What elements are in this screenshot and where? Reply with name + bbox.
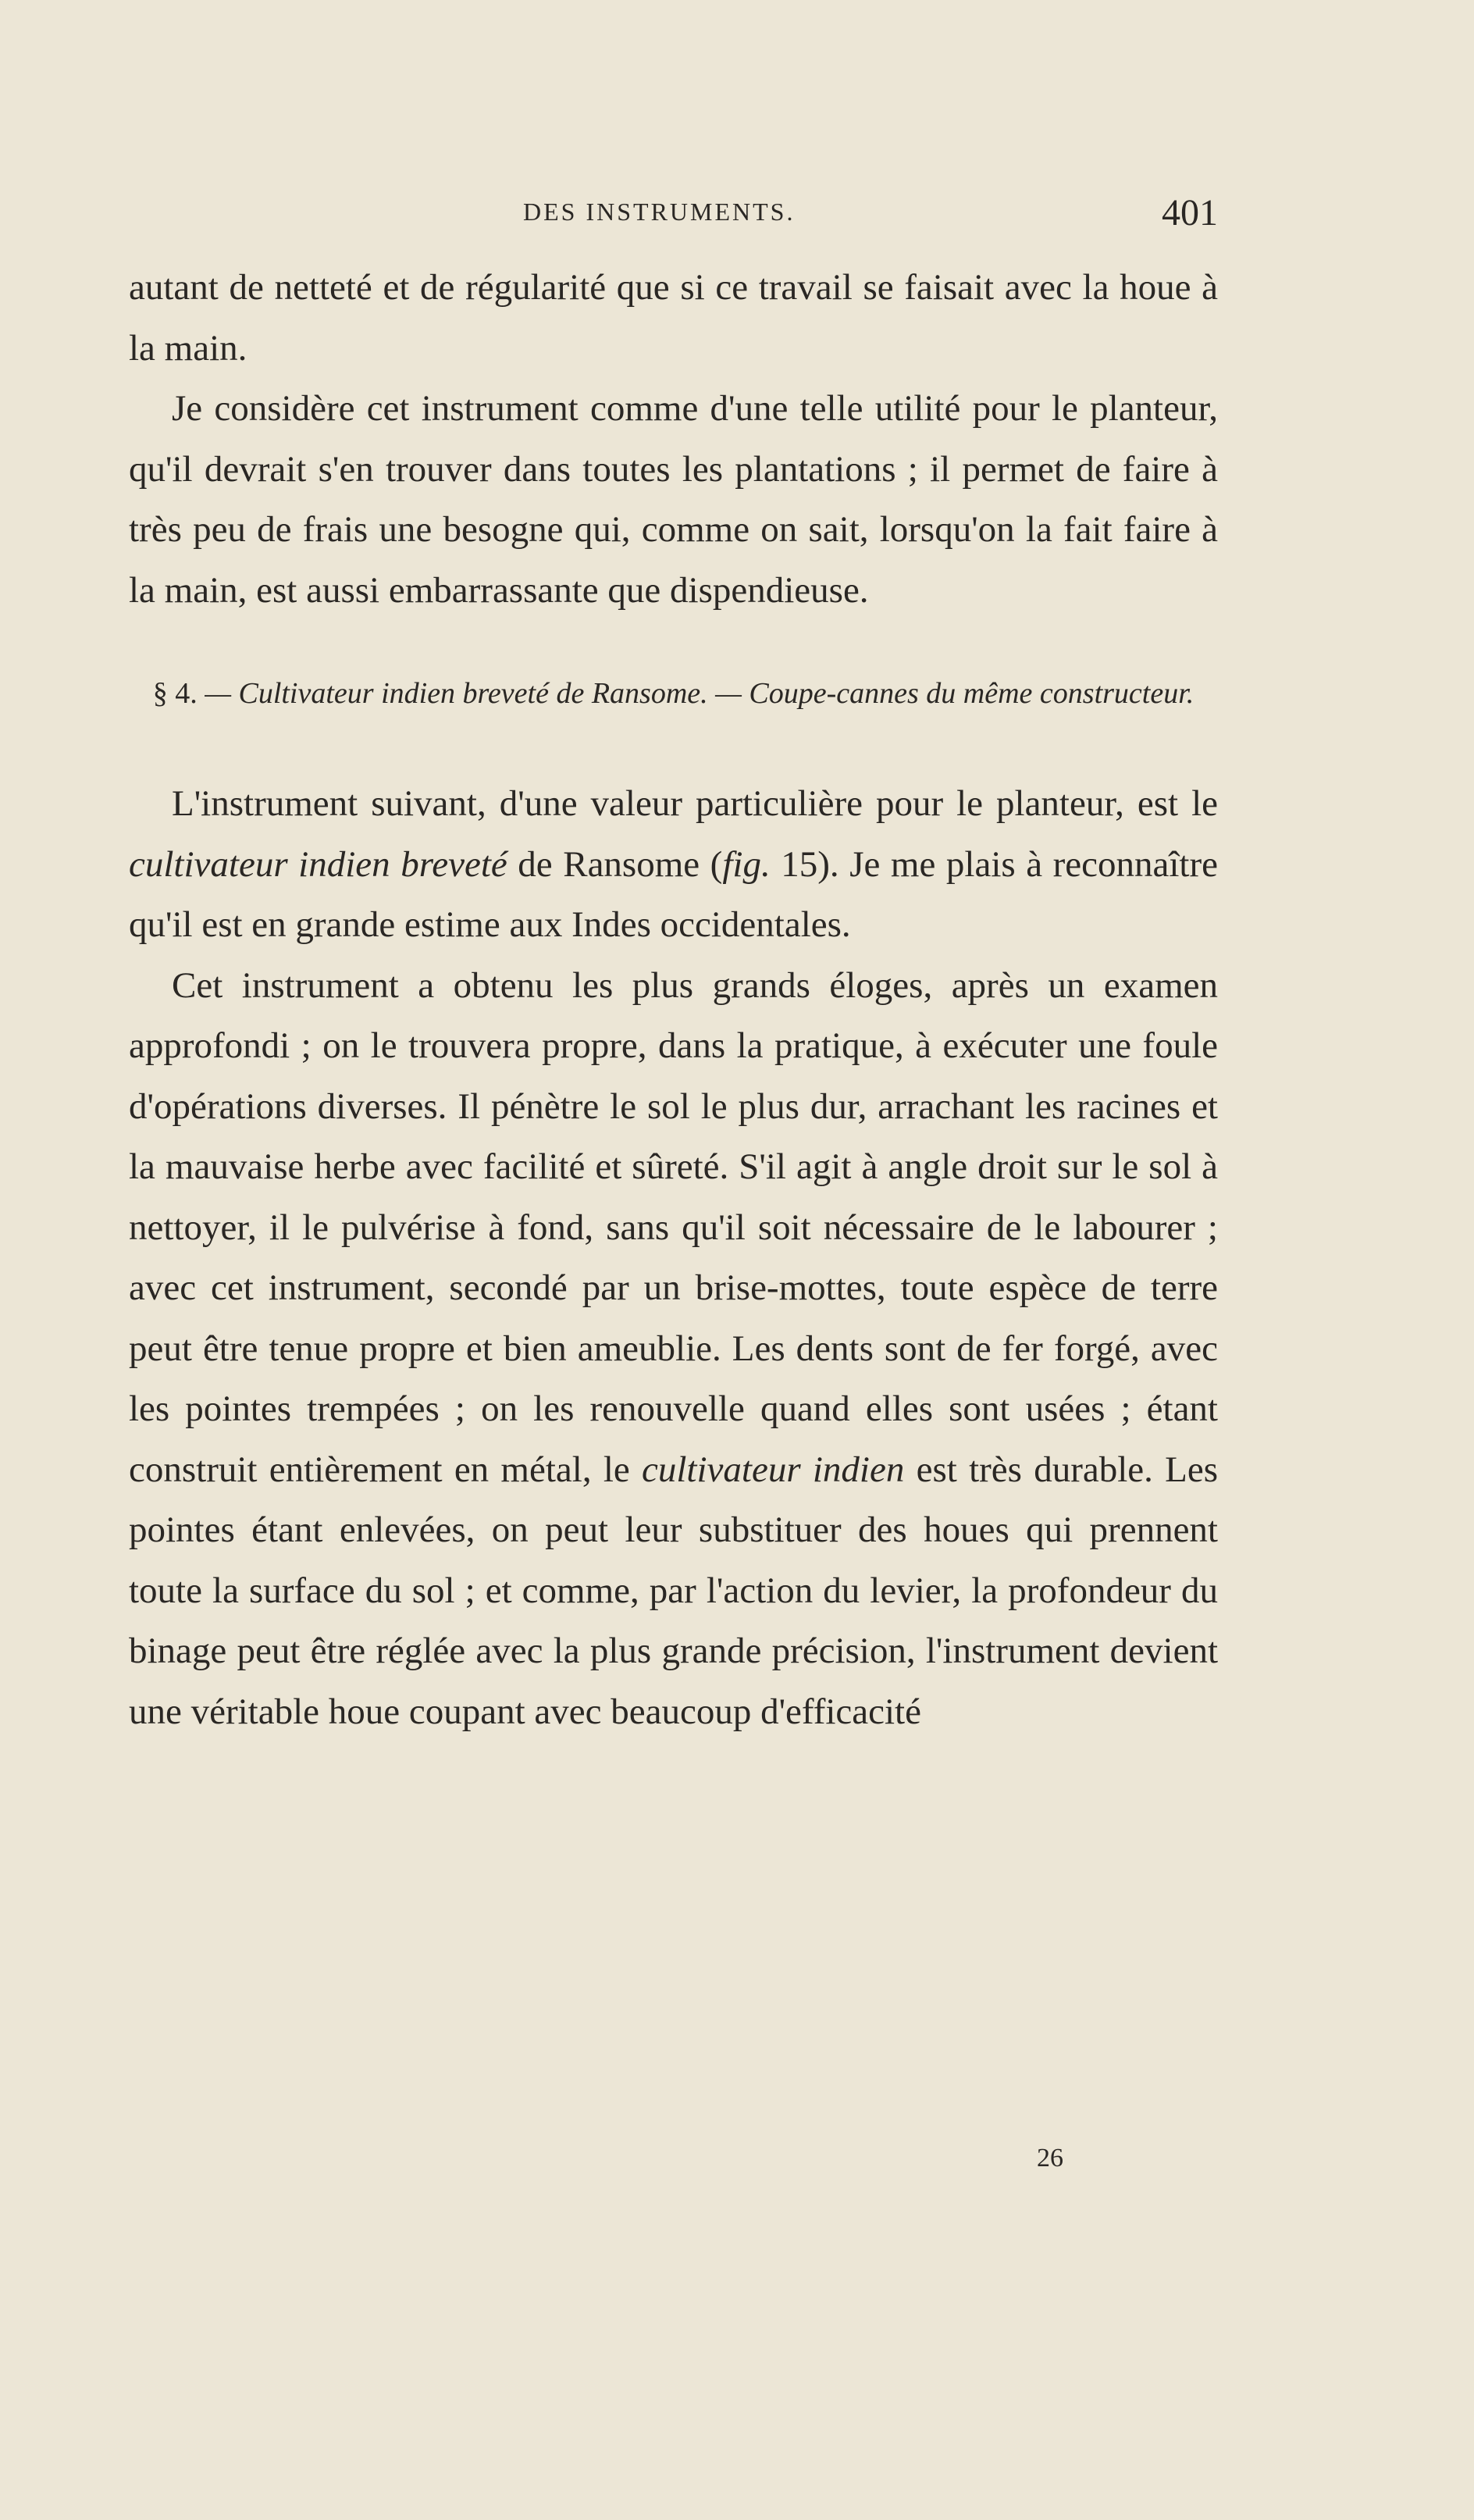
section-number: § 4. [152,677,198,710]
paragraph-4 [129,956,1218,1743]
figure-reference: fig. [722,843,771,885]
paragraph-4-text-b: est très durable. Les pointes étant enlevées, on peut leur substituer des houes qui prennent toute la surface du sol ; et comme, par l'action du levier, la profondeur du binage peut être réglée avec la plus grande précision, l'instrument devient une véritable houe coupant avec beaucoup d'efficacité [129,1449,1218,1732]
page-header [125,191,1218,246]
section-heading [129,668,1218,719]
paragraph-3-italic: cultivateur indien breveté [129,843,507,885]
signature-mark: 26 [1037,2144,1063,2172]
paragraph-3-text-c: 15). Je me plais à reconnaître qu'il est en grande estime aux Indes occidentales. [129,843,1218,945]
paragraph-1: autant de netteté et de régularité que si ce travail se faisait avec la houe à la main. [129,267,1218,369]
paragraph-3-text-b: de Ransome ( [507,843,723,885]
section-title: — Cultivateur indien breveté de Ransome. — Coupe-cannes du même constructeur. [205,677,1195,710]
paragraph-4-italic: cultivateur indien [642,1449,905,1490]
paragraph-3-text-a: L'instrument suivant, d'une valeur particulière pour le planteur, est le [172,783,1218,824]
page-number: 401 [1162,192,1218,233]
paragraph-2: Je considère cet instrument comme d'une telle utilité pour le planteur, qu'il devrait s'en trouver dans toutes les plantations ; il permet de faire à très peu de frais une besogne qui, comme on sait, lorsqu'on la fait faire à la main, est aussi embarrassante que dispendieuse. [129,388,1218,611]
body-text [129,258,1218,1742]
running-head: DES INSTRUMENTS. [523,198,796,226]
paragraph-3 [129,774,1218,956]
paragraph-4-text-a: Cet instrument a obtenu les plus grands éloges, après un examen approfondi ; on le trouvera propre, dans la pratique, à exécuter une foule d'opérations diverses. Il pénètre le sol le plus dur, arrachant les racines et la mauvaise herbe avec facilité et sûreté. S'il agit à angle droit sur le sol à nettoyer, il le pulvérise à fond, sans qu'il soit nécessaire de le labourer ; avec cet instrument, secondé par un brise-mottes, toute espèce de terre peut être tenue propre et bien ameublie. Les dents sont de fer forgé, avec les pointes trempées ; on les renouvelle quand elles sont usées ; étant construit entièrement en métal, le [129,964,1218,1490]
